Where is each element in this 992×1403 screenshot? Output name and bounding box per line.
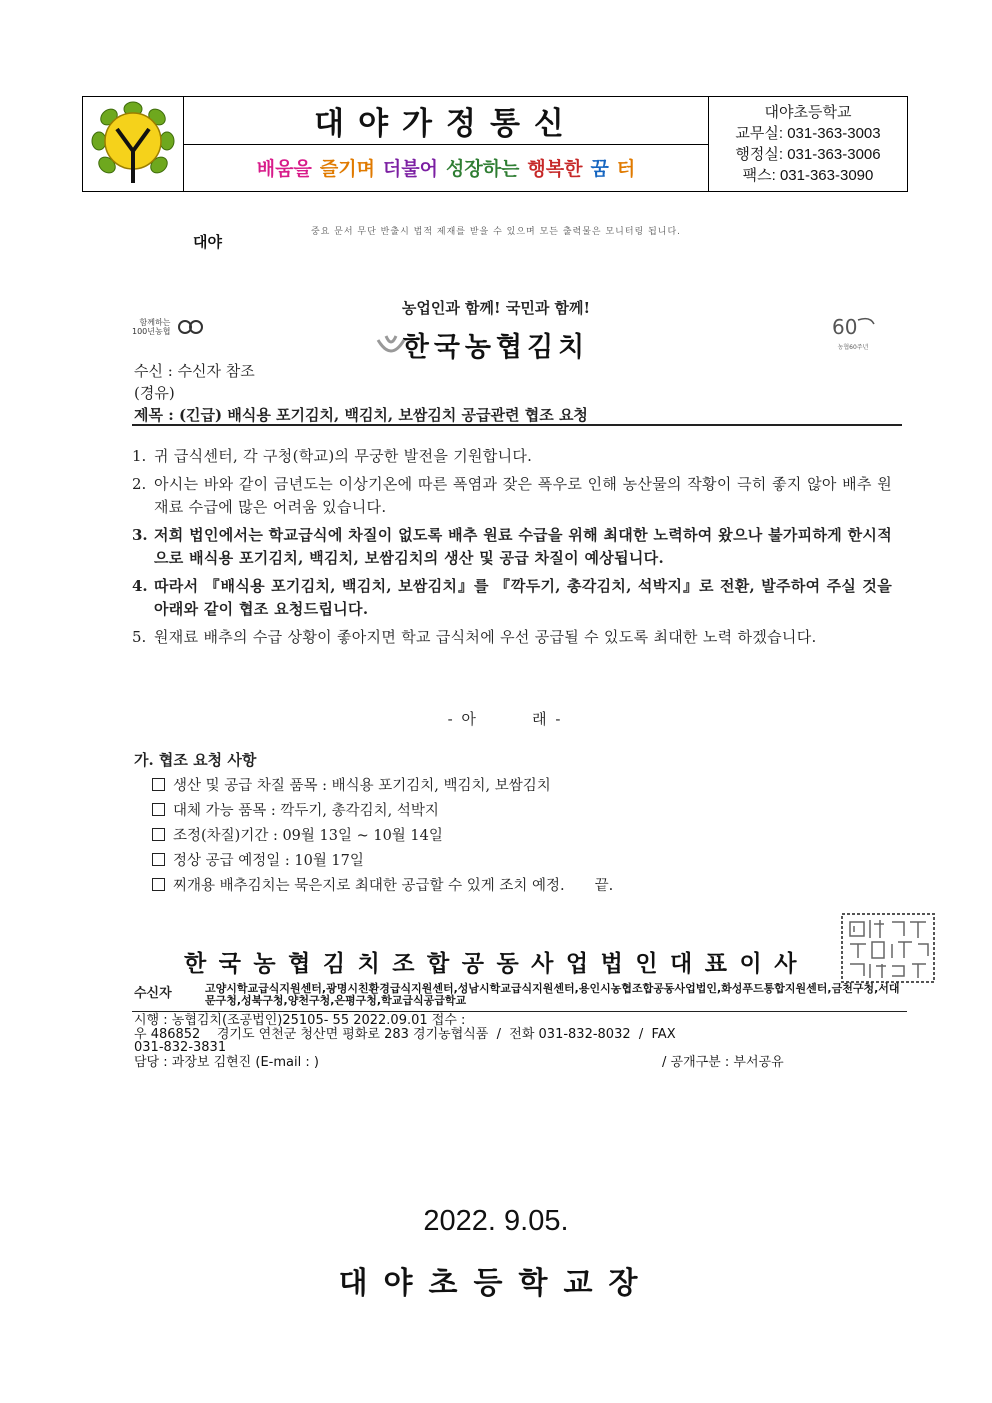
monitoring-warning: 중요 문서 무단 반출시 법적 제재를 받을 수 있으며 모든 출력물은 모니터링 됩니다. [310,227,682,237]
checkbox-icon [152,778,165,791]
checkbox-icon [152,853,165,866]
official-seal [840,912,936,988]
school-contacts [709,97,907,191]
below-marker: - 아 래 - [447,710,563,728]
recipients-list: 고양시학교급식지원센터,광명시친환경급식지원센터,성남시학교급식지원센터,용인시농협조합공동사업법인,화성푸드통합지원센터,금천구청,서대문구청,성북구청,양천구청,은평구청,학교급식공급학교 [205,982,900,1007]
contact-line: 행정실: 031-363-3006 [735,146,881,163]
svg-text:60: 60 [832,315,858,338]
contact-line: 교무실: 031-363-3003 [735,125,881,142]
list-item [132,473,892,520]
item-text: 따라서 『배식용 포기김치, 백김치, 보쌈김치』를 『깍두기, 총각김치, 석박지』로 전환, 발주하여 주실 것을 아래와 같이 협조 요청드립니다. [154,576,892,618]
slogan-word: 행복한 [527,158,583,181]
left-logo-line: 함께하는 [139,317,171,327]
request-checklist [152,774,613,899]
divider [132,424,902,426]
via-field: (경유) [134,384,175,402]
slogan-word: 배움을 [256,158,312,181]
slogan-word: 성장하는 [445,158,520,181]
list-item [132,524,892,571]
checklist-text: 찌개용 배추김치는 묵은지로 최대한 공급할 수 있게 조치 예정. [173,878,565,894]
checkbox-icon [152,803,165,816]
item-text: 귀 급식센터, 각 구청(학교)의 무궁한 발전을 기원합니다. [154,447,533,465]
contact-line: 팩스: 031-363-3090 [742,167,874,184]
checklist-item [152,799,613,824]
body-items [132,445,892,649]
item-number: 5. [132,627,147,646]
recipients-label: 수신자 [134,986,172,1001]
checkbox-icon [152,828,165,841]
right-logo-caption: 농협60주년 [837,344,869,351]
recipient-field: 수신 : 수신자 참조 [134,362,255,380]
item-text: 원재료 배추의 수급 상황이 좋아지면 학교 급식처에 우선 공급될 수 있도록 최대한 노력 하겠습니다. [154,627,817,646]
item-number: 3. [132,525,148,544]
item-number: 4. [132,576,148,595]
end-mark: 끝. [594,878,614,894]
footer-line: 담당 : 과장보 김현진 (E-mail : ) [134,1055,319,1070]
footer-line: 시행 : 농협김치(조공법인)25105- 55 2022.09.01 접수 : [134,1013,466,1028]
section-title: 가. 협조 요청 사항 [134,751,257,769]
left-logo-line: 100년농협 [132,326,171,336]
school-slogan [184,145,708,192]
slogan-word: 꿈 [590,158,609,181]
checklist-text: 정상 공급 예정일 : 10월 17일 [173,853,364,869]
checklist-text: 생산 및 공급 차질 품목 : 배식용 포기김치, 백김치, 보쌈김치 [173,778,551,794]
divider [132,1011,907,1012]
list-item [132,575,892,622]
school-logo [83,97,222,251]
item-number: 1. [132,447,147,465]
checklist-item [152,824,613,849]
school-emblem-icon [87,99,179,189]
footer-line: 031-832-3831 [134,1040,227,1055]
footer-line: 우 486852 경기도 연천군 청산면 평화로 283 경기농협식품 / 전화 031-832-8032 / FAX [134,1027,676,1042]
newsletter-title: 대야가정통신 [184,97,708,145]
school-name: 대야초등학교 [764,104,852,121]
list-item [132,626,892,650]
checklist-item [152,774,613,799]
sender-name: 한국농협김치조합공동사업법인대표이사 [184,950,809,977]
checklist-item [152,874,613,899]
item-text: 아시는 바와 같이 금년도는 이상기온에 따른 폭염과 잦은 폭우로 인해 농산물의 작황이 극히 좋지 않아 배추 원재료 수급에 많은 어려움 있습니다. [154,474,892,516]
nh-60th-logo [828,314,878,351]
item-number: 2. [132,474,147,493]
item-text: 저희 법인에서는 학교급식에 차질이 없도록 배추 원료 수급을 위해 최대한 노력하여 왔으나 불가피하게 한시적으로 배식용 포기김치, 백김치, 보쌈김치의 생산 및 공급 차질이 예상됩니다. [154,525,892,567]
letterhead-tagline: 농업인과 함께! 국민과 함께! [401,299,591,317]
subject-field: 제목 : (긴급) 배식용 포기김치, 백김치, 보쌈김치 공급관련 협조 요청 [134,406,588,424]
org-name: 한국농협김치 [402,332,590,363]
school-logo-text: 대야 [193,233,222,251]
sixty-anniversary-icon [828,314,878,338]
checklist-text: 조정(차질)기간 : 09월 13일 ~ 10월 14일 [173,828,443,844]
slogan-word: 즐기며 [319,158,375,181]
principal-signature: 대야초등학교장 [338,1266,654,1301]
seal-stamp-icon [840,912,936,984]
slogan-word: 더불어 [382,158,438,181]
issue-date: 2022. 9.05. [423,1205,569,1237]
slogan-word: 터 [616,158,636,181]
checkbox-icon [152,878,165,891]
list-item [132,445,892,469]
footer-disclosure: / 공개구분 : 부서공유 [662,1055,784,1070]
checklist-item [152,849,613,874]
checklist-text: 대체 가능 품목 : 깍두기, 총각김치, 석박지 [173,803,439,819]
